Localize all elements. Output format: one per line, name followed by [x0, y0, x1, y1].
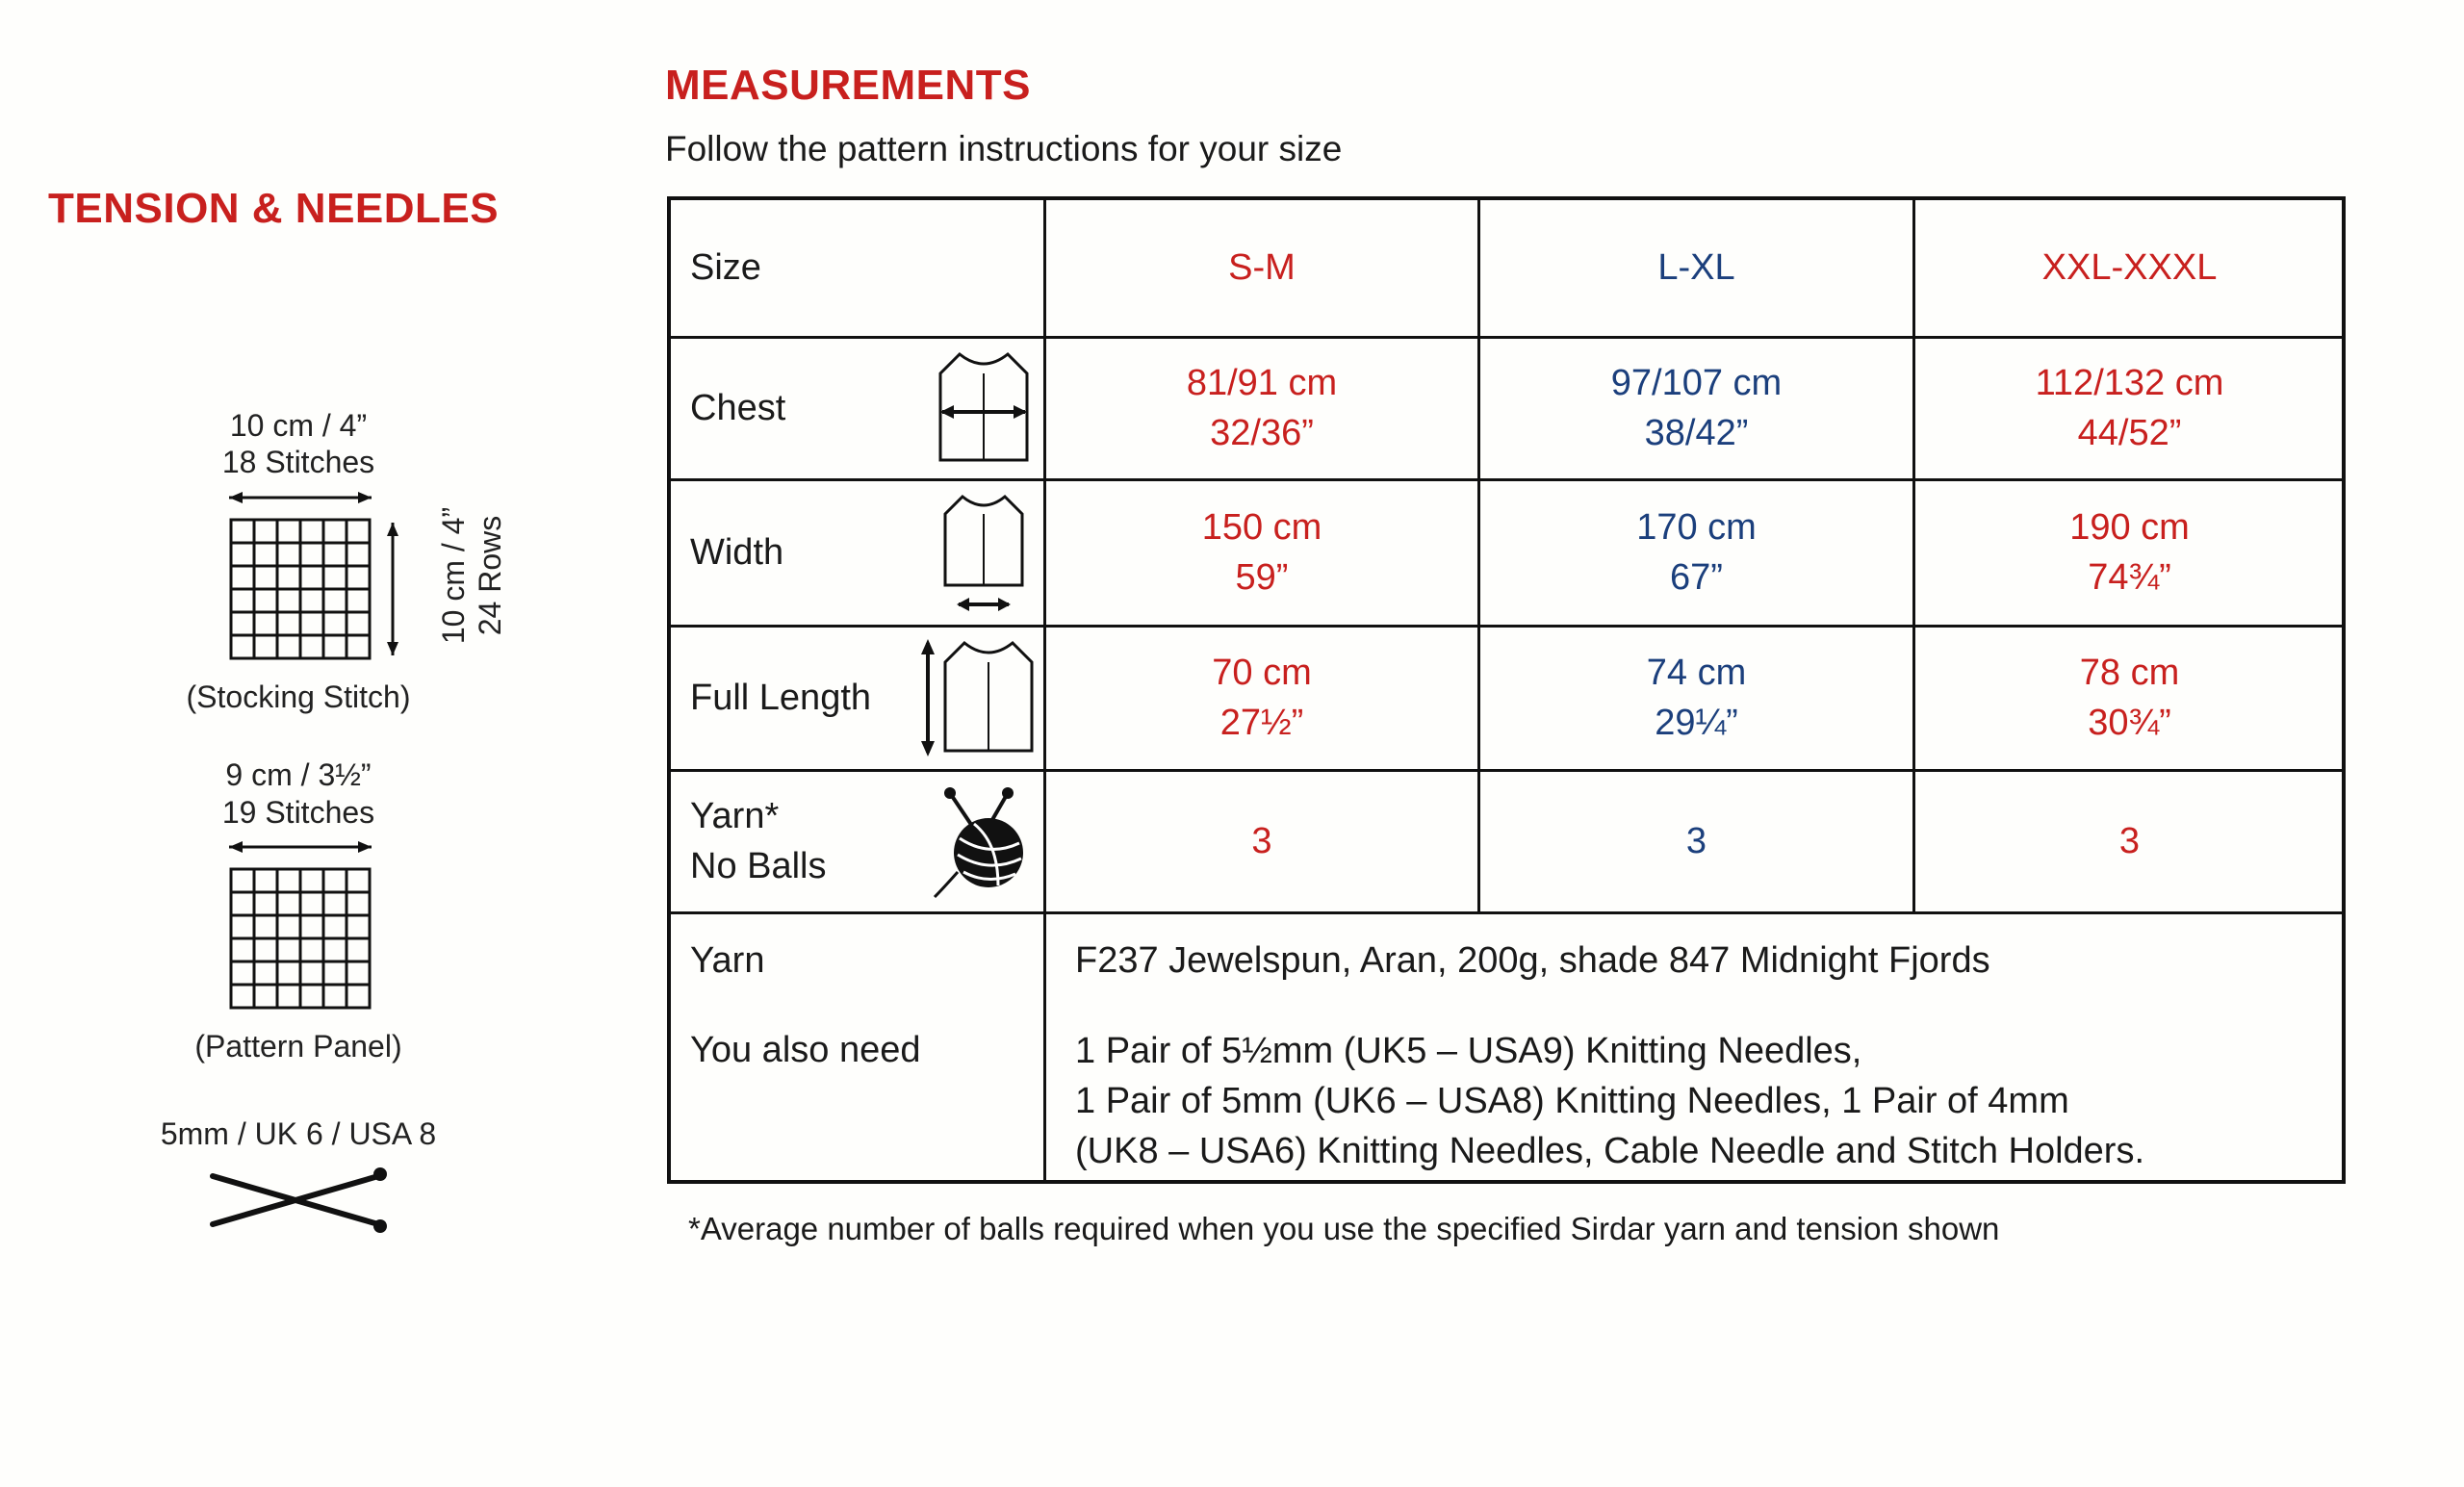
length-s-m-cm: 70 cm [1212, 653, 1312, 694]
swatch1-rows-label: 24 Rows [473, 515, 507, 636]
width-xxl-xxxl-cm: 190 cm [2069, 507, 2190, 549]
swatch1-height-label: 10 cm / 4” [436, 506, 471, 645]
knitting-needles-icon [207, 1165, 390, 1232]
width-l-xl-cm: 170 cm [1636, 507, 1757, 549]
width-s-m-in: 59” [1235, 556, 1289, 598]
width-label: Width [690, 531, 784, 573]
stocking-stitch-swatch-diagram [221, 486, 414, 669]
chest-s-m-cm: 81/91 cm [1186, 363, 1338, 404]
yarn-balls-label-line1: Yarn* [690, 796, 780, 837]
size-s-m: S-M [1228, 246, 1296, 288]
chest-label: Chest [690, 387, 786, 428]
measurements-title: MEASUREMENTS [665, 62, 1032, 109]
chest-xxl-xxxl-in: 44/52” [2077, 412, 2182, 453]
balls-xxl-xxxl: 3 [2118, 820, 2141, 861]
pattern-panel-swatch-diagram [221, 835, 385, 1018]
chest-s-m-in: 32/36” [1210, 412, 1314, 453]
yarn-balls-label-line2: No Balls [690, 845, 827, 886]
full-length-label: Full Length [690, 677, 872, 718]
tension-needles-title: TENSION & NEEDLES [48, 185, 500, 232]
yarn-ball-icon [931, 785, 1037, 901]
yarn-balls-label [671, 772, 960, 911]
also-need-list [1075, 1026, 2144, 1176]
swatch2-stitches-label: 19 Stitches [221, 795, 375, 830]
length-xxl-xxxl-cm: 78 cm [2079, 653, 2180, 694]
swatch1-height-label-group [435, 470, 508, 681]
swatch2-width-label: 9 cm / 3½” [225, 757, 372, 792]
length-l-xl-cm: 74 cm [1646, 653, 1747, 694]
yarn-label: Yarn [690, 940, 765, 981]
also-need-line-3: (UK8 – USA6) Knitting Needles, Cable Needle and Stitch Holders. [1075, 1131, 2145, 1171]
also-need-label: You also need [690, 1030, 921, 1070]
balls-s-m: 3 [1251, 820, 1272, 861]
chest-l-xl-cm: 97/107 cm [1610, 363, 1783, 404]
length-l-xl-in: 29¼” [1655, 702, 1738, 743]
chest-l-xl-in: 38/42” [1644, 412, 1749, 453]
length-xxl-xxxl-in: 30¾” [2088, 702, 2171, 743]
measurements-table [667, 196, 2346, 1184]
also-need-line-2: 1 Pair of 5mm (UK6 – USA8) Knitting Needles, 1 Pair of 4mm [1075, 1081, 2069, 1121]
size-xxl-xxxl: XXL-XXXL [2041, 246, 2218, 288]
chest-xxl-xxxl-cm: 112/132 cm [2035, 363, 2224, 404]
footnote: *Average number of balls required when you use the specified Sirdar yarn and tension shown [688, 1211, 2000, 1246]
length-diagram-icon [916, 633, 1037, 763]
size-label: Size [690, 246, 761, 288]
chest-diagram-icon [931, 345, 1037, 470]
swatch2-caption: (Pattern Panel) [194, 1029, 402, 1064]
width-xxl-xxxl-in: 74¾” [2088, 556, 2171, 598]
swatch1-stitches-label: 18 Stitches [221, 445, 375, 479]
yarn-value: F237 Jewelspun, Aran, 200g, shade 847 Midnight Fjords [1075, 940, 1990, 981]
also-need-line-1: 1 Pair of 5½mm (UK5 – USA9) Knitting Needles, [1075, 1031, 1862, 1071]
size-l-xl: L-XL [1657, 246, 1735, 288]
width-s-m-cm: 150 cm [1201, 507, 1322, 549]
swatch1-width-label: 10 cm / 4” [229, 408, 368, 443]
length-s-m-in: 27½” [1219, 702, 1304, 743]
measurements-subtitle: Follow the pattern instructions for your size [665, 129, 1343, 168]
width-l-xl-in: 67” [1670, 556, 1723, 598]
needle-size-label: 5mm / UK 6 / USA 8 [160, 1116, 437, 1151]
balls-l-xl: 3 [1685, 820, 1707, 861]
width-diagram-icon [936, 489, 1032, 619]
swatch1-caption: (Stocking Stitch) [186, 679, 411, 714]
